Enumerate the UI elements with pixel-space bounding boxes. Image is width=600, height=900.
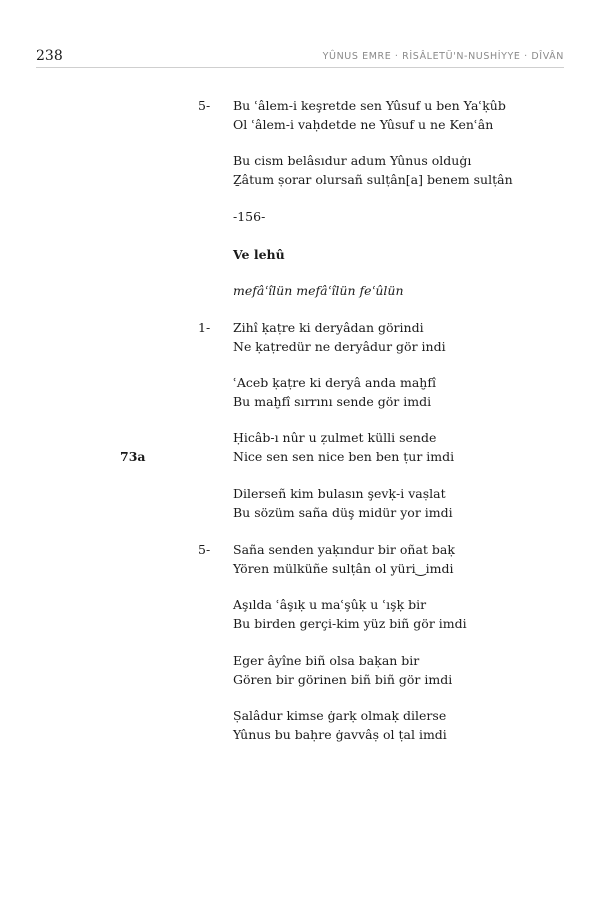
verse-line: Ḥicâb-ı nûr u ẓulmet külli sende	[233, 430, 437, 445]
verse-line: Ṣalâdur kimse ġarḳ olmaḳ dilerse	[233, 708, 447, 723]
verse-line: Nice sen sen nice ben ben ṭur imdi	[233, 449, 455, 464]
verse-line: Ẕâtum ṣorar olursañ sulṭân[a] benem sulṭân	[233, 172, 513, 187]
verse-line: Ol ʿâlem-i vaḥdetde ne Yûsuf u ne Kenʿân	[233, 117, 494, 132]
folio-mark: 73a	[120, 449, 146, 464]
verse-line: Bu cism belâsıdur adum Yûnus olduġı	[233, 153, 472, 168]
page-number: 238	[36, 48, 63, 64]
verse-line: Zihî ḳaṭre ki deryâdan görindi	[233, 320, 424, 335]
verse-line: Saña senden yaḳındur bir oñat baḳ	[233, 542, 455, 557]
verse-line: Gören bir görinen biñ biñ gör imdi	[233, 672, 453, 687]
verse-line: Dilerseñ kim bulasın şevḳ-i vaṣlat	[233, 486, 446, 501]
verse-number: 1-	[198, 320, 211, 335]
header-rule	[36, 67, 564, 68]
verse-line: Ne ḳaṭredür ne deryâdur gör indi	[233, 339, 446, 354]
verse-number: 5-	[198, 542, 211, 557]
poem-title: Ve lehû	[233, 247, 285, 262]
verse-line: Aşılda ʿâşıḳ u maʿşûḳ u ʿışḳ bir	[233, 597, 427, 612]
poem-number: -156-	[233, 209, 266, 224]
running-head: YÛNUS EMRE · RİSÂLETÜ'N-NUSHİYYE · DÎVÂN	[322, 51, 564, 62]
verse-line: Yören mülküñe sulṭân ol yüri‿imdi	[233, 561, 454, 576]
verse-line: Bu ʿâlem-i keşretde sen Yûsuf u ben Yaʿḳûb	[233, 98, 506, 113]
verse-line: Bu maḫfî sırrını sende gör imdi	[233, 394, 432, 409]
verse-line: Bu sözüm saña düş midür yor imdi	[233, 505, 453, 520]
meter: mefâʿîlün mefâʿîlün feʿûlün	[233, 283, 404, 298]
verse-line: Yûnus bu baḥre ġavvâṣ ol ṭal imdi	[233, 727, 447, 742]
verse-line: ʿAceb ḳaṭre ki deryâ anda maḫfî	[233, 375, 436, 390]
verse-line: Bu birden gerçi-kim yüz biñ gör imdi	[233, 616, 467, 631]
verse-number: 5-	[198, 98, 211, 113]
verse-line: Eger âyîne biñ olsa baḳan bir	[233, 653, 420, 668]
